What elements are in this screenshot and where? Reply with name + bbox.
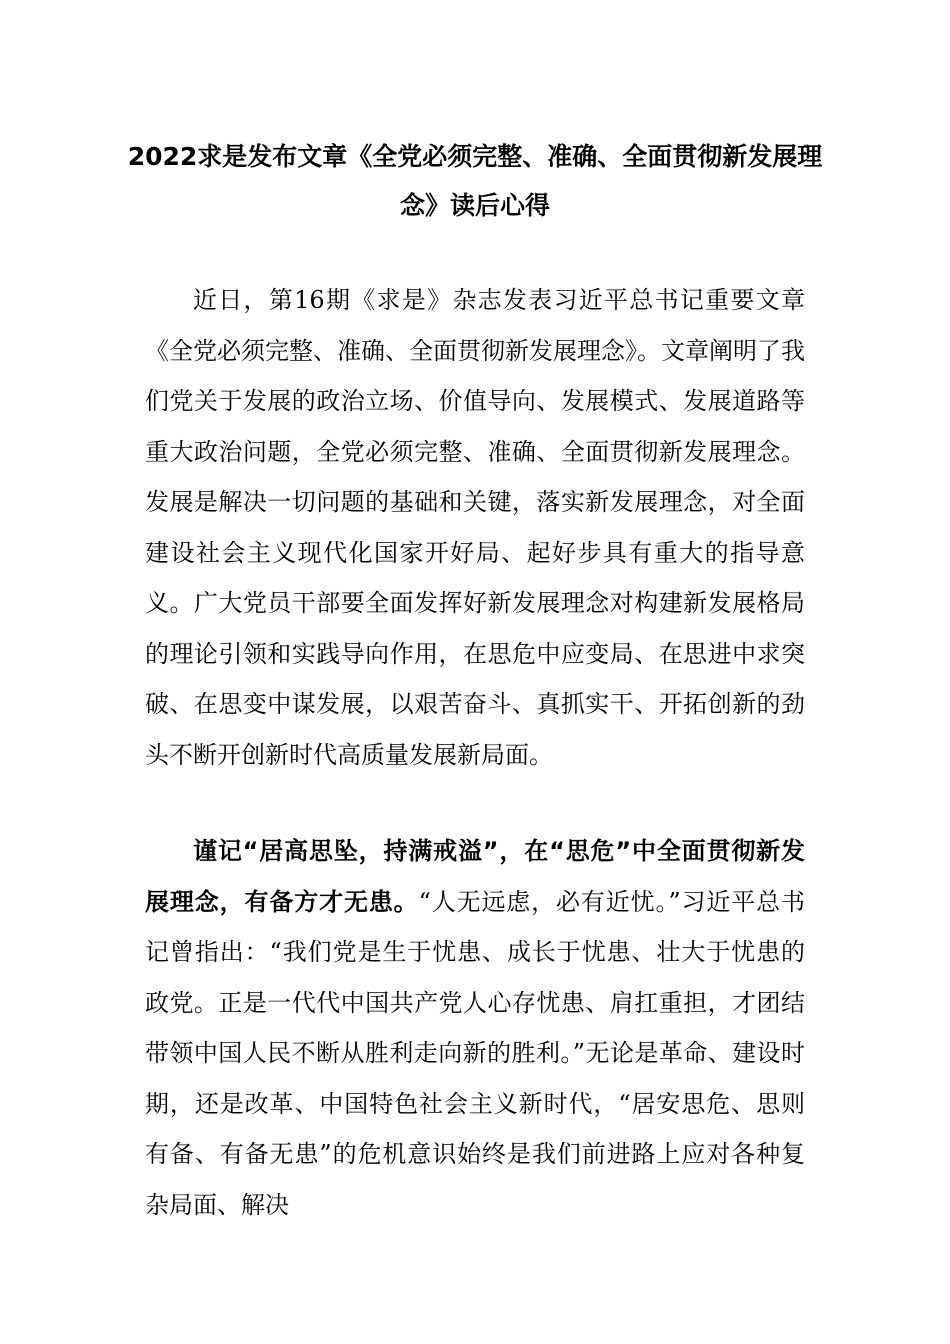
paragraph-section-one — [145, 826, 805, 1230]
section-one-text: “人无远虑，必有近忧。”习近平总书记曾指出：“我们党是生于忧患、成长于忧患、壮大于忧患的政党。正是一代代中国共产党人心存忧患、肩扛重担，才团结带领中国人民不断从胜利走向新的胜利。”无论是革命、建设时期，还是改革、中国特色社会主义新时代，“居安思危、思则有备、有备无患”的危机意识始终是我们前进路上应对各种复杂局面、解决 — [145, 887, 805, 1219]
section-one-heading: 谨记“居高思坠，持满戒溢”，在“思危”中全面贯彻新发展理念，有备方才无患。 — [145, 837, 805, 916]
paragraph-intro — [145, 275, 805, 780]
document-title: 2022求是发布文章《全党必须完整、准确、全面贯彻新发展理念》读后心得 — [127, 142, 823, 220]
paragraph-intro-text: 近日，第16期《求是》杂志发表习近平总书记重要文章《全党必须完整、准确、全面贯彻新发展理念》。文章阐明了我们党关于发展的政治立场、价值导向、发展模式、发展道路等重大政治问题，全党必须完整、准确、全面贯彻新发展理念。发展是解决一切问题的基础和关键，落实新发展理念，对全面建设社会主义现代化国家开好局、起好步具有重大的指导意义。广大党员干部要全面发挥好新发展理念对构建新发展格局的理论引领和实践导向作用，在思危中应变局、在思进中求突破、在思变中谋发展，以艰苦奋斗、真抓实干、开拓创新的劲头不断开创新时代高质量发展新局面。 — [145, 286, 805, 769]
